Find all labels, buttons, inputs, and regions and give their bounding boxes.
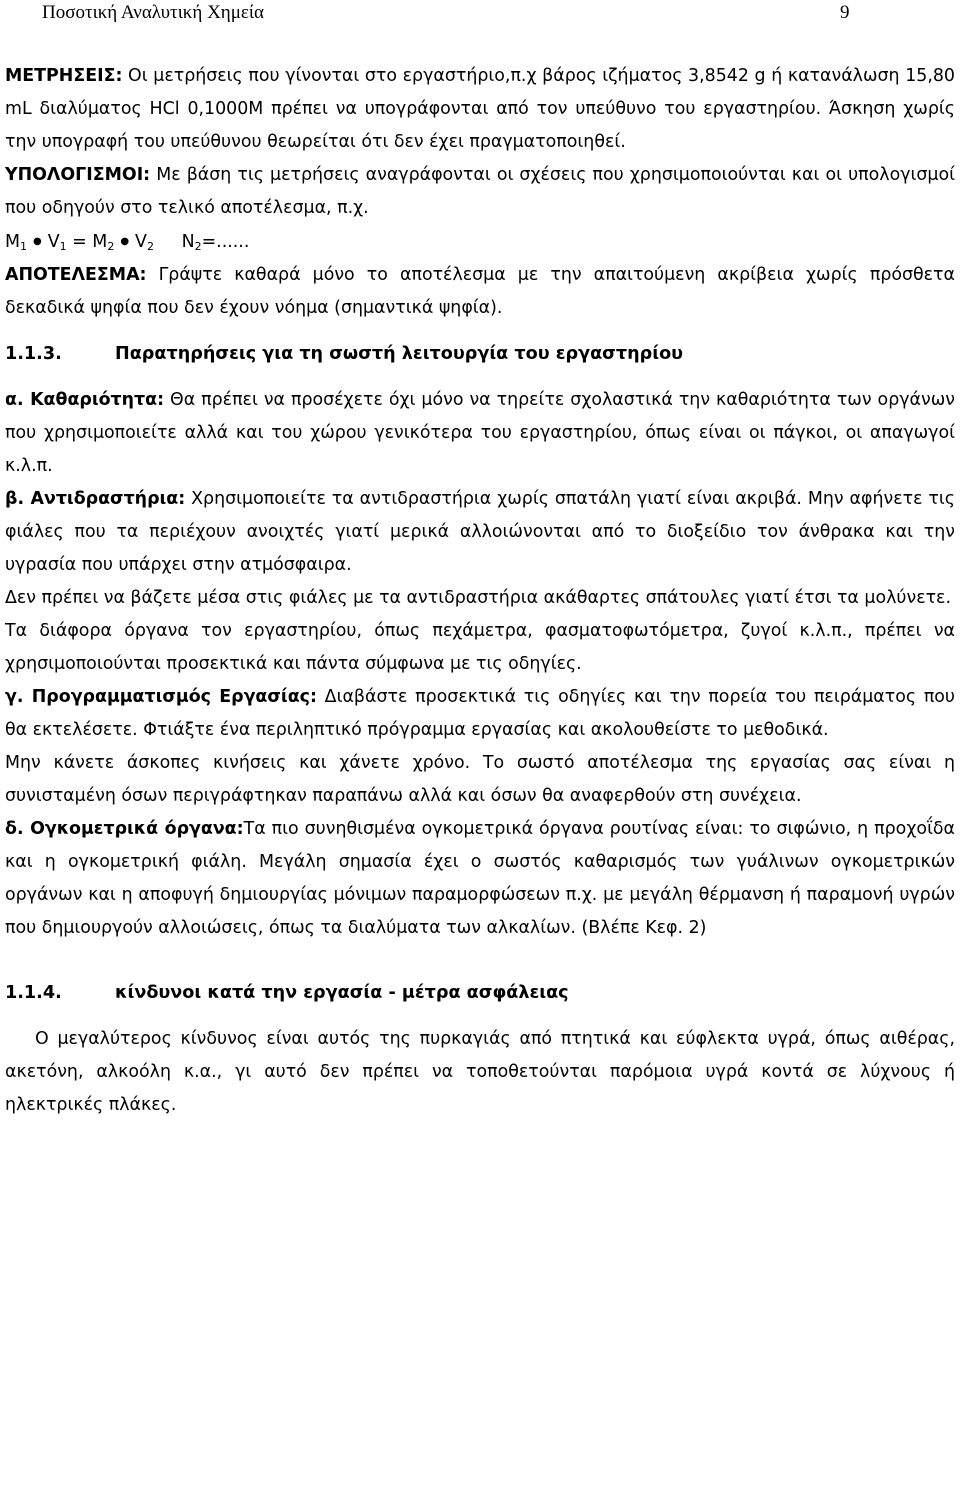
cleanliness-paragraph [5,384,955,483]
section-heading-113 [5,338,955,371]
planning-text: Διαβάστε προσεκτικά τις οδηγίες και την πορεία του πειράματος που θα εκτελέσετε. Φτιάξτε ένα περιληπτικό πρόγραμμα εργασίας και ακολουθείστε το μεθοδικά. [5,687,955,740]
section-number: 1.1.4. [5,983,62,1003]
reagents-paragraph-3: Τα διάφορα όργανα τον εργαστηρίου, όπως πεχάμετρα, φασματοφωτόμετρα, ζυγοί κ.λ.π., πρέπει να χρησιμοποιούνται προσεκτικά και πάντα σύμφωνα με τις οδηγίες. [5,621,955,674]
cleanliness-text: Θα πρέπει να προσέχετε όχι μόνο να τηρείτε σχολαστικά την καθαριότητα των οργάνων που χρησιμοποιείτε αλλά και του χώρου γενικότερα του εργαστηρίου, όπως είναι οι πάγκοι, οι απαγωγοί κ.λ.π. [5,390,955,476]
section-title: Παρατηρήσεις για τη σωστή λειτουργία του εργαστηρίου [115,344,684,364]
formula-m2: M [92,232,108,252]
result-text: Γράψτε καθαρά μόνο το αποτέλεσμα με την απαιτούμενη ακρίβεια χωρίς πρόσθετα δεκαδικά ψηφία που δεν έχουν νόημα (σημαντικά ψηφία). [5,265,955,318]
formula-equals: = [66,232,93,252]
multiply-dot-icon: ● [120,236,130,247]
formula-v2: V [135,232,147,252]
measurements-text: Οι μετρήσεις που γίνονται στο εργαστήριο,π.χ βάρος ιζήματος 3,8542 g ή κατανάλωση 15,80 mL διαλύματος HCl 0,1000M πρέπει να υπογράφονται από τον υπεύθυνο του εργαστηρίου. Άσκηση χωρίς την υπογραφή του υπεύθυνου θεωρείται ότι δεν έχει πραγματοποιηθεί. [5,66,955,152]
formula-v1: V [47,232,60,252]
reagents-text: Χρησιμοποιείτε τα αντιδραστήρια χωρίς σπατάλη γιατί είναι ακριβά. Μην αφήνετε τις φιάλες που τα περιέχουν ανοιχτές γιατί μερικά αλλοιώνονται από το διοξείδιο τον άνθρακα και την υγρασία που υπάρχει στην ατμόσφαιρα. [5,489,955,575]
reagents-label: β. Αντιδραστήρια: [5,489,186,509]
calculations-label: ΥΠΟΛΟΓΙΣΜΟΙ: [5,165,151,185]
measurements-paragraph [5,60,955,159]
planning-paragraph-2: Μην κάνετε άσκοπες κινήσεις και χάνετε χρόνο. Το σωστό αποτέλεσμα της εργασίας σας είναι η συνισταμένη όσων περιγράφτηκαν παραπάνω αλλά και όσων θα αναφερθούν στη συνέχεια. [5,753,955,806]
hazards-paragraph: Ο μεγαλύτερος κίνδυνος είναι αυτός της πυρκαγιάς από πτητικά και εύφλεκτα υγρά, όπως αιθέρας, ακετόνη, αλκοόλη κ.α., γι αυτό δεν πρέπει να τοποθετούνται παρόμοια υγρά κοντά σε λύχνους ή ηλεκτρικές πλάκες. [5,1029,955,1115]
formula-sub-1: 1 [20,240,28,253]
document-body [5,60,955,1122]
result-paragraph [5,259,955,325]
planning-paragraph [5,681,955,747]
formula-sub-3: 2 [107,240,115,253]
calculations-text: Με βάση τις μετρήσεις αναγράφονται οι σχέσεις που χρησιμοποιούνται και οι υπολογισμοί που οδηγούν στο τελικό αποτέλεσμα, π.χ. [5,165,955,218]
volumetric-paragraph [5,813,955,945]
multiply-dot-icon: ● [33,236,42,247]
formula-tail: =...... [201,232,250,252]
result-label: ΑΠΟΤΕΛΕΣΜΑ: [5,265,147,285]
formula-sub-2: 1 [59,240,67,253]
page-number: 9 [840,2,850,23]
cleanliness-label: α. Καθαριότητα: [5,390,165,410]
page-header [0,0,960,34]
formula-sub-4: 2 [146,240,154,253]
formula-n: N [181,232,195,252]
volumetric-label: δ. Ογκομετρικά όργανα: [5,819,244,839]
formula-sub-5: 2 [194,240,202,253]
header-title: Ποσοτική Αναλυτική Χημεία [42,2,264,23]
reagents-paragraph [5,483,955,582]
calculations-paragraph [5,159,955,225]
volumetric-text: Τα πιο συνηθισμένα ογκομετρικά όργανα ρουτίνας είναι: το σιφώνιο, η προχοΐδα και η ογκομετρική φιάλη. Μεγάλη σημασία έχει ο σωστός καθαρισμός των γυάλινων ογκομετρικών οργάνων και η αποφυγή δημιουργίας μόνιμων παραμορφώσεων π.χ. με μεγάλη θέρμανση ή παραμονή υγρών που δημιουργούν αλλοιώσεις, όπως τα διαλύματα των αλκαλίων. (Βλέπε Κεφ. 2) [5,819,955,938]
planning-label: γ. Προγραμματισμός Εργασίας: [5,687,317,707]
section-title: κίνδυνοι κατά την εργασία - μέτρα ασφάλειας [115,983,569,1003]
dilution-formula [5,225,955,259]
measurements-label: ΜΕΤΡΗΣΕΙΣ: [5,66,123,86]
reagents-paragraph-2: Δεν πρέπει να βάζετε μέσα στις φιάλες με τα αντιδραστήρια ακάθαρτες σπάτουλες γιατί έτσι τα μολύνετε. [5,588,951,608]
section-number: 1.1.3. [5,344,62,364]
formula-m1: M [5,232,21,252]
section-heading-114 [5,977,955,1010]
